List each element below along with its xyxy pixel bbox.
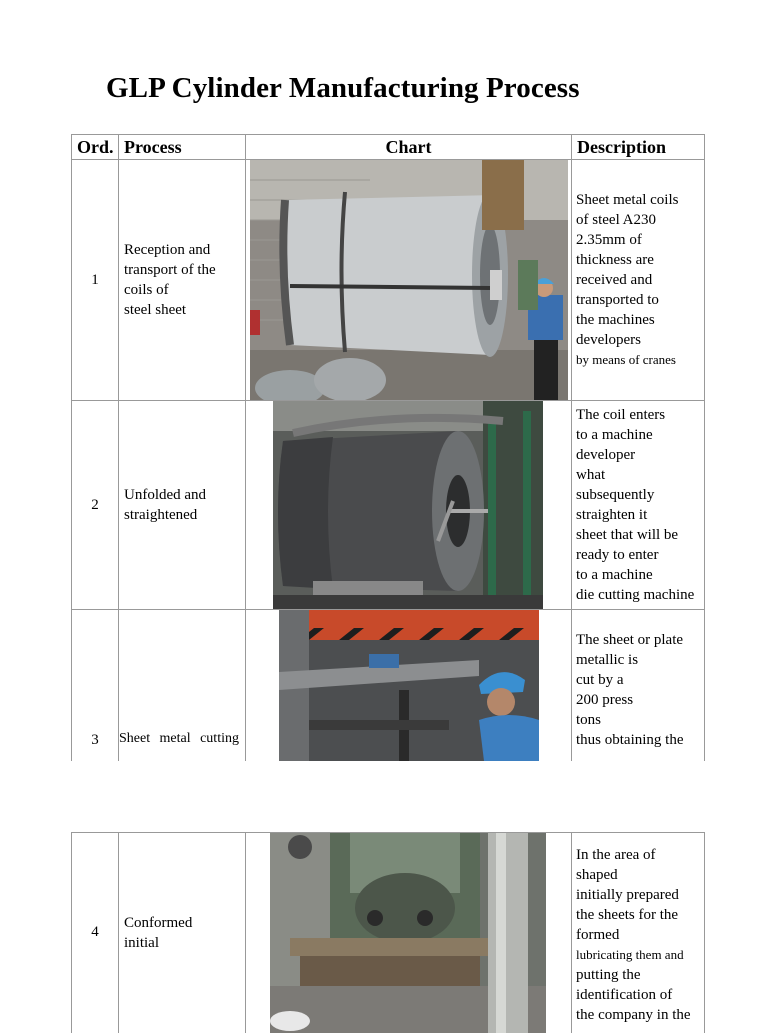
description-line: initially prepared — [576, 887, 679, 903]
description-line: metallic is — [576, 652, 639, 668]
row-ord: 4 — [72, 833, 119, 1033]
row-process — [119, 401, 246, 610]
description-line: die cutting machine — [576, 587, 695, 603]
row-process — [119, 160, 246, 401]
description-line: received and — [576, 272, 653, 288]
description-line: In the area of — [576, 847, 656, 863]
steel-coil-crane-photo — [250, 160, 568, 400]
uncoiler-machine-photo — [273, 401, 543, 609]
description-line: straighten it — [576, 507, 648, 523]
description-line: sheet that will be — [576, 527, 679, 543]
description-line: transported to — [576, 292, 659, 308]
row-description — [572, 610, 705, 761]
description-line: lubricating them and — [576, 947, 684, 962]
description-line: thus obtaining the — [576, 732, 684, 748]
description-line: to a machine — [576, 567, 653, 583]
table-header-row — [72, 135, 705, 160]
header-description: Description — [572, 135, 705, 160]
process-line: initial — [124, 934, 159, 951]
row-chart — [246, 401, 572, 610]
row-ord: 1 — [72, 160, 119, 401]
description-line: tons — [576, 712, 602, 728]
process-word: metal — [159, 730, 191, 746]
description-line: of steel A230 — [576, 212, 656, 228]
row-description — [572, 401, 705, 610]
header-process: Process — [119, 135, 246, 160]
description-line: ready to enter — [576, 547, 659, 563]
row-ord: 3 — [72, 610, 119, 761]
header-chart: Chart — [246, 135, 572, 160]
description-line: 2.35mm of — [576, 232, 642, 248]
process-word: Sheet — [119, 730, 151, 746]
description-line: to a machine — [576, 427, 653, 443]
process-line: Conformed — [124, 914, 193, 931]
process-line: Reception and — [124, 242, 211, 258]
process-line: coils of — [124, 282, 169, 298]
process-line: transport of the — [124, 262, 216, 278]
table-row — [72, 160, 705, 401]
table-row — [72, 610, 705, 761]
description-line: developer — [576, 447, 636, 463]
description-line: developers — [576, 332, 641, 348]
press-cutting-photo — [279, 610, 539, 761]
row-process — [119, 833, 246, 1033]
process-line: steel sheet — [124, 302, 187, 318]
row-process — [119, 610, 246, 761]
description-line: putting the — [576, 967, 641, 983]
table-row — [72, 833, 705, 1033]
row-chart — [246, 160, 572, 401]
description-line: The coil enters — [576, 407, 666, 423]
description-line: formed — [576, 927, 620, 943]
row-description — [572, 833, 705, 1033]
description-line: identification of — [576, 987, 673, 1003]
description-line: Sheet metal coils — [576, 192, 679, 208]
description-line: subsequently — [576, 487, 655, 503]
description-line: thickness are — [576, 252, 654, 268]
row-description — [572, 160, 705, 401]
header-ord: Ord. — [72, 135, 119, 160]
description-line: cut by a — [576, 672, 624, 688]
forming-press-photo — [270, 833, 546, 1033]
page-title: GLP Cylinder Manufacturing Process — [106, 72, 580, 104]
process-word: cutting — [200, 730, 239, 746]
row-chart — [246, 833, 572, 1033]
row-ord: 2 — [72, 401, 119, 610]
description-line: by means of cranes — [576, 352, 676, 367]
process-line: Unfolded and — [124, 487, 207, 503]
process-table — [71, 134, 705, 761]
description-line: The sheet or plate — [576, 632, 684, 648]
description-line: the company in the — [576, 1007, 691, 1023]
description-line: 200 press — [576, 692, 634, 708]
description-line: what — [576, 467, 606, 483]
table-row — [72, 401, 705, 610]
description-line: the machines — [576, 312, 655, 328]
process-line: straightened — [124, 507, 198, 523]
description-line: shaped — [576, 867, 618, 883]
process-table-continued — [71, 832, 705, 1033]
description-line: the sheets for the — [576, 907, 679, 923]
row-chart — [246, 610, 572, 761]
